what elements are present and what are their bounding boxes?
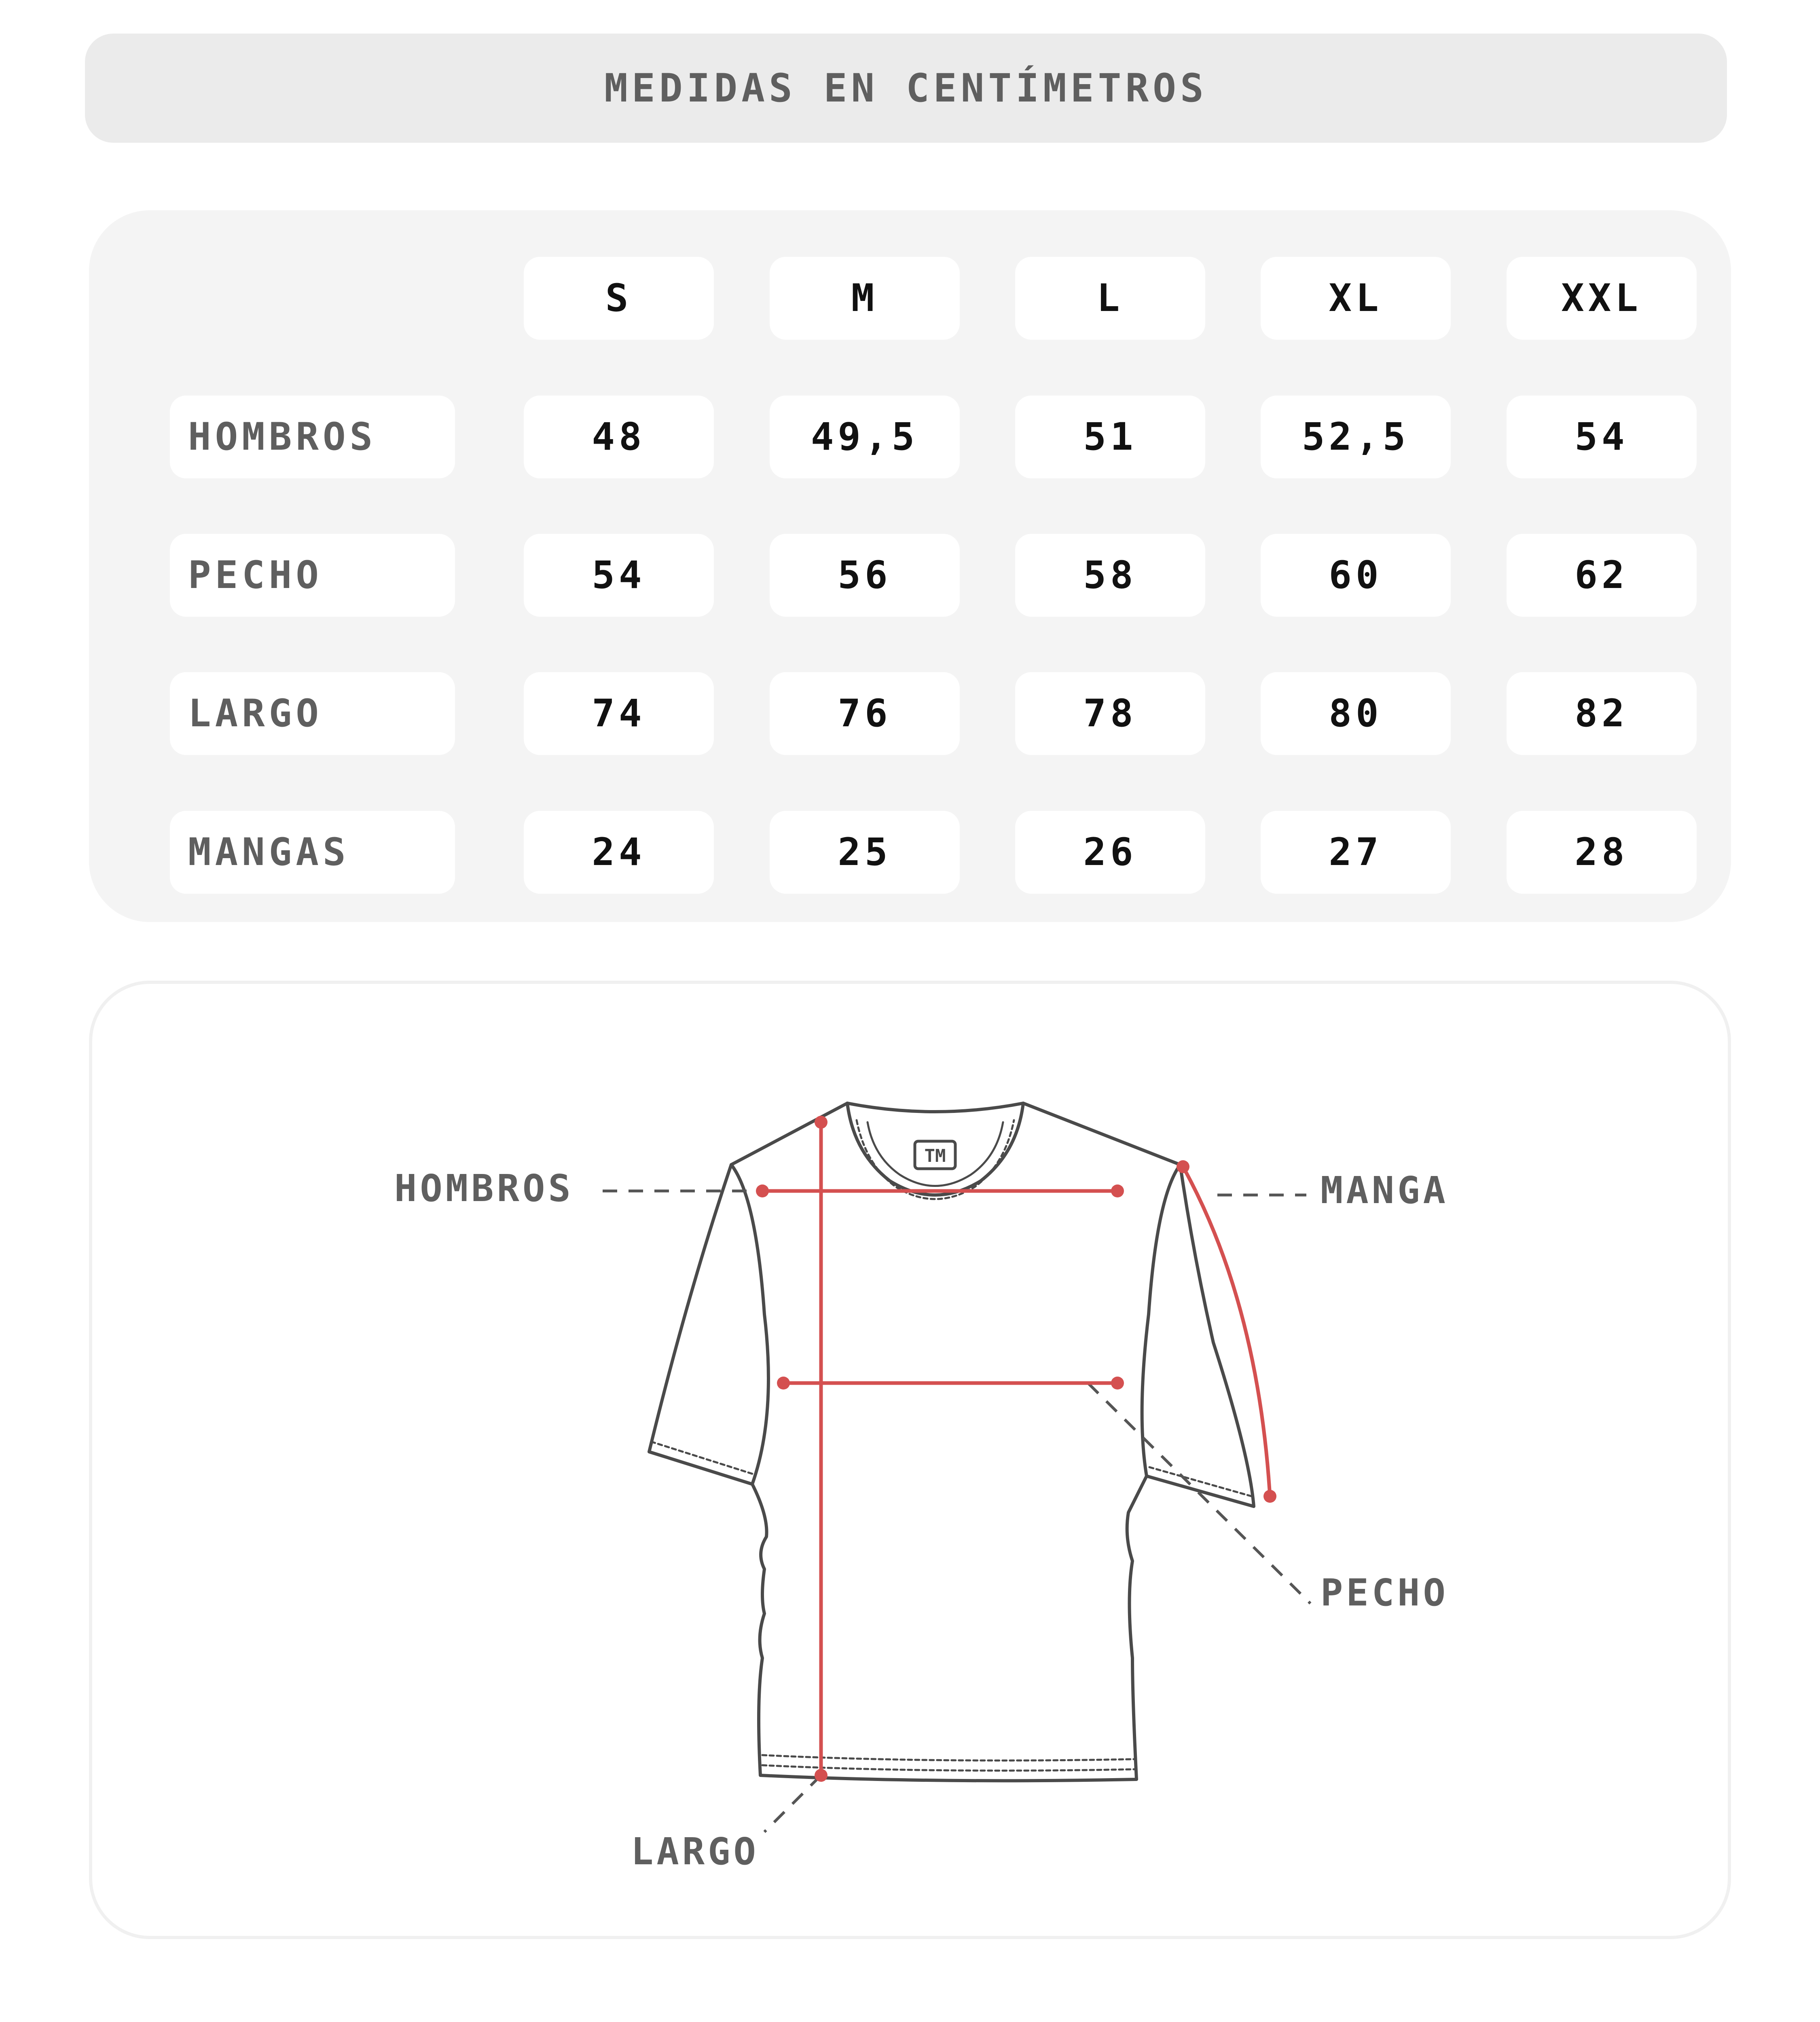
page-title: MEDIDAS EN CENTÍMETROS [604,66,1208,111]
table-cell: 26 [1015,811,1205,894]
measurement-dots [756,1116,1276,1782]
table-cell: 80 [1261,672,1451,755]
table-cell: 24 [524,811,714,894]
table-cell: 56 [770,534,960,617]
row-label-hombros: HOMBROS [170,396,455,478]
tshirt-outline [649,1103,1254,1781]
callout-hombros: HOMBROS [394,1167,574,1210]
callout-largo: LARGO [631,1830,759,1873]
row-label-largo: LARGO [170,672,455,755]
table-cell: 25 [770,811,960,894]
size-header-xxl: XXL [1507,257,1697,340]
table-cell: 51 [1015,396,1205,478]
table-cell: 54 [1507,396,1697,478]
table-cell: 54 [524,534,714,617]
table-cell: 76 [770,672,960,755]
table-cell: 58 [1015,534,1205,617]
table-cell: 60 [1261,534,1451,617]
table-cell: 27 [1261,811,1451,894]
size-header-xl: XL [1261,257,1451,340]
table-cell: 62 [1507,534,1697,617]
size-header-l: L [1015,257,1205,340]
size-header-m: M [770,257,960,340]
table-cell: 52,5 [1261,396,1451,478]
table-cell: 49,5 [770,396,960,478]
row-label-pecho: PECHO [170,534,455,617]
table-cell: 74 [524,672,714,755]
measurement-lines [762,1122,1270,1775]
svg-text:TM: TM [924,1146,946,1166]
size-header-s: S [524,257,714,340]
callout-manga: MANGA [1321,1169,1449,1212]
row-label-mangas: MANGAS [170,811,455,894]
table-cell: 78 [1015,672,1205,755]
manga-measure-line [1183,1167,1270,1496]
table-cell: 28 [1507,811,1697,894]
table-cell: 82 [1507,672,1697,755]
neck-label-icon [915,1141,955,1169]
leader-lines [603,1191,1310,1832]
callout-pecho: PECHO [1321,1571,1449,1614]
table-cell: 48 [524,396,714,478]
